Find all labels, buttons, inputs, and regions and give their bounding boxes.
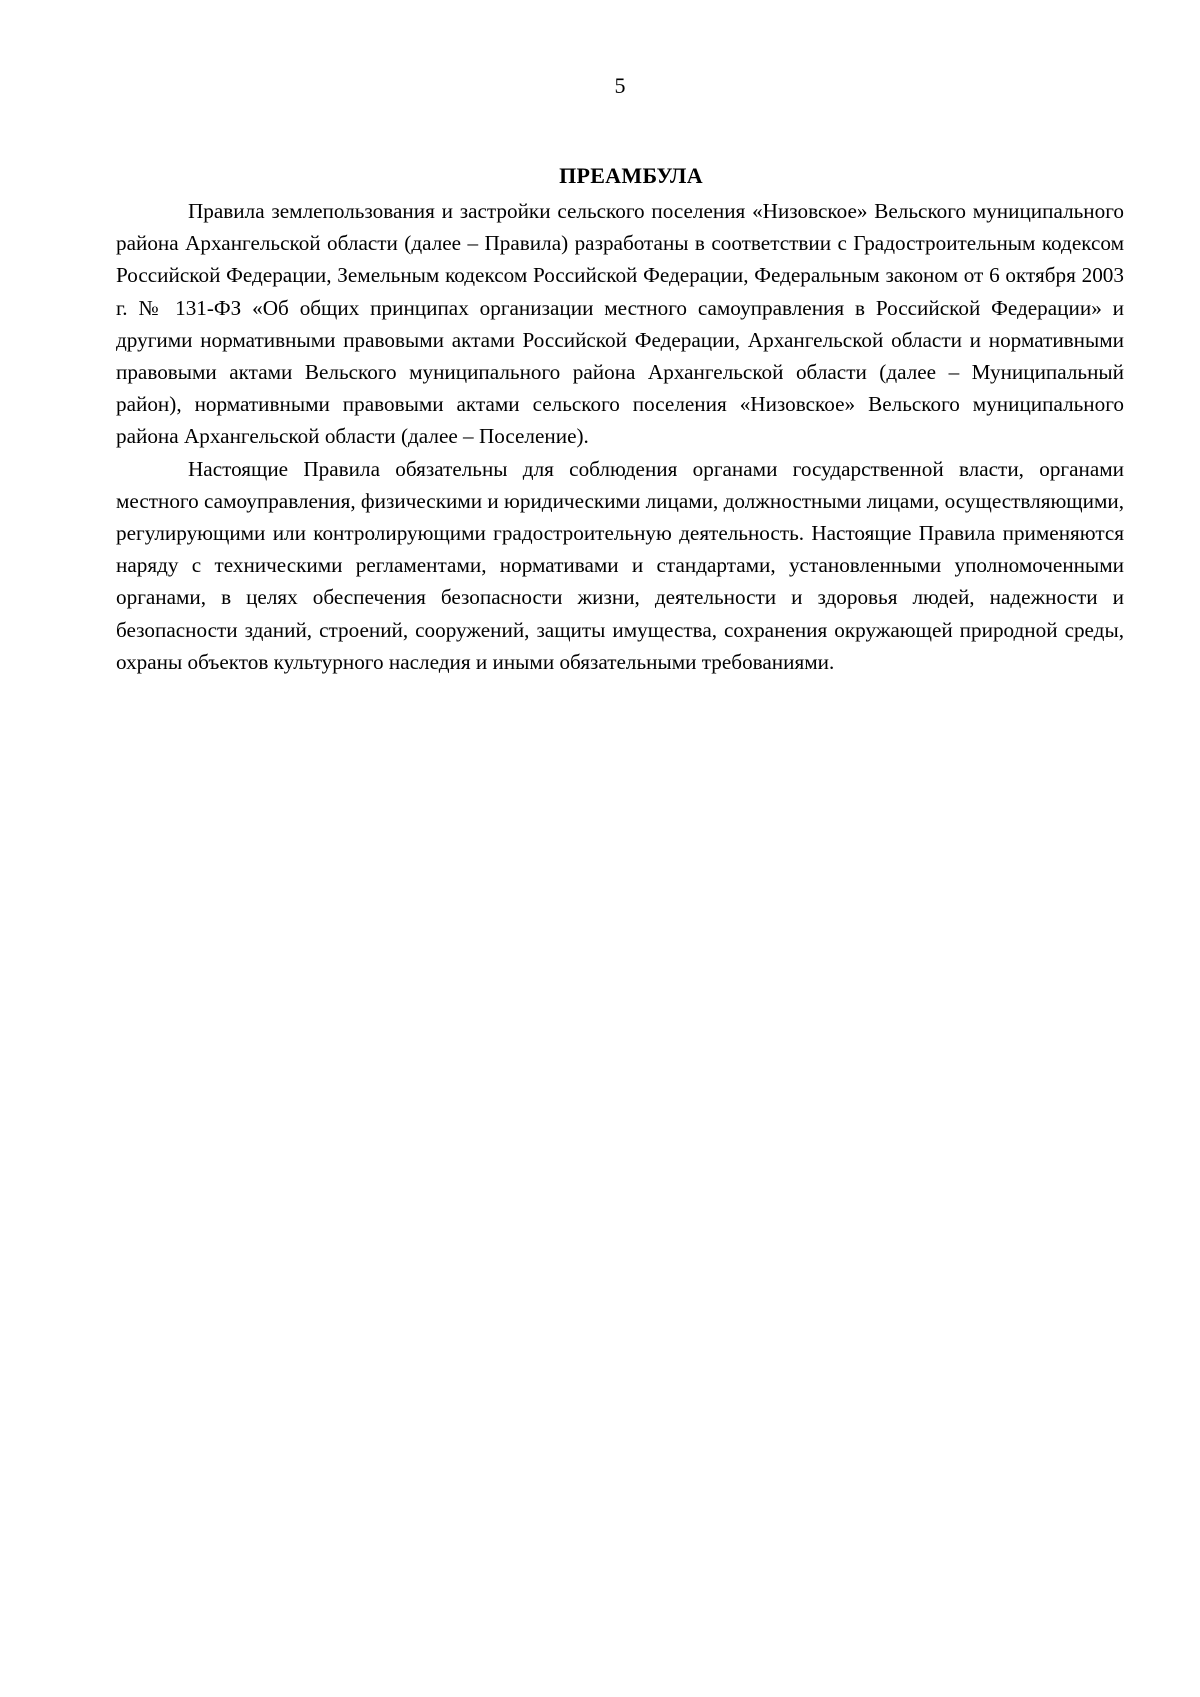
paragraph-2: Настоящие Правила обязательны для соблюдения органами государственной власти, органами местного самоуправления, физическими и юридическими лицами, должностными лицами, осуществляющими, регулирующими или контролирующими градостроительную деятельность. Настоящие Правила применяются наряду с техническими регламентами, нормативами и стандартами, установленными уполномоченными органами, в целях обеспечения безопасности жизни, деятельности и здоровья людей, надежности и безопасности зданий, строений, сооружений, защиты имущества, сохранения окружающей природной среды, охраны объектов культурного наследия и иными обязательными требованиями. <box>116 456 1124 674</box>
paragraph-1: Правила землепользования и застройки сельского поселения «Низовское» Вельского муниципального района Архангельской области (далее – Правила) разработаны в соответствии с Градостроительным кодексом Российской Федерации, Земельным кодексом Российской Федерации, Федеральным законом от 6 октября 2003 г. № 131-ФЗ «Об общих принципах организации местного самоуправления в Российской Федерации» и другими нормативными правовыми актами Российской Федерации, Архангельской области и нормативными правовыми актами Вельского муниципального района Архангельской области (далее – Муниципальный район), нормативными правовыми актами сельского поселения «Низовское» Вельского муниципального района Архангельской области (далее – Поселение). <box>116 199 1124 449</box>
document-body <box>116 163 1124 678</box>
page-number: 5 <box>614 73 626 98</box>
section-heading: ПРЕАМБУЛА <box>559 163 703 188</box>
